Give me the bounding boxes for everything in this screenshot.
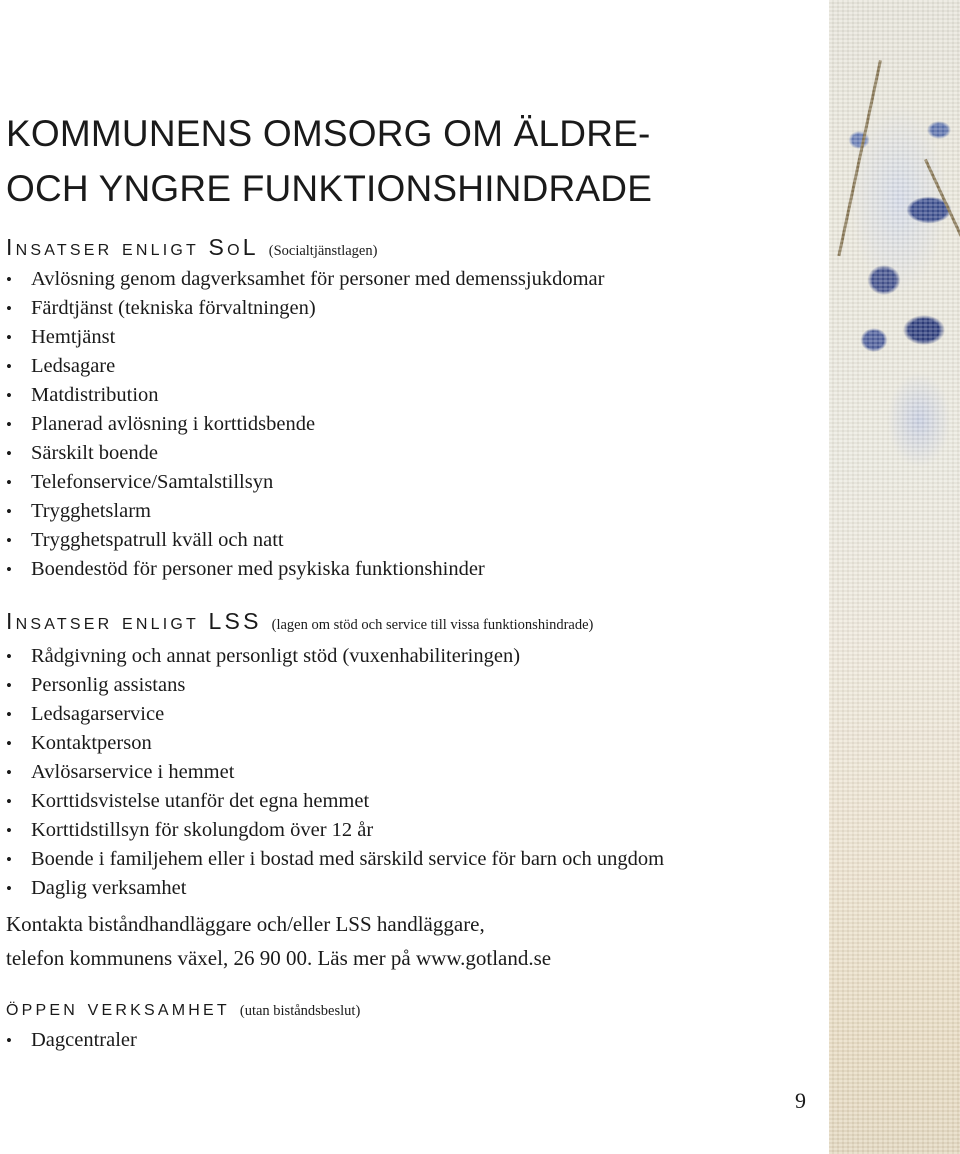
list-item-text: Trygghetspatrull kväll och natt <box>31 529 284 551</box>
list-item-text: Matdistribution <box>31 384 159 406</box>
open-list <box>6 1026 137 1055</box>
sol-heading-text: Insatser enligt SoL <box>6 234 259 260</box>
list-item-text: Rådgivning och annat personligt stöd (vuxenhabiliteringen) <box>31 645 521 667</box>
list-item <box>6 1026 137 1055</box>
list-item <box>6 323 604 352</box>
bullet-icon: • <box>6 705 12 724</box>
list-item-text: Ledsagarservice <box>31 703 165 725</box>
list-item-text: Korttidstillsyn för skolungdom över 12 år <box>31 819 374 841</box>
page-title <box>6 106 652 216</box>
page-number: 9 <box>795 1088 806 1113</box>
contact-line-1: Kontakta biståndhandläggare och/eller LSS handläggare, <box>6 912 485 936</box>
bullet-icon: • <box>6 531 12 550</box>
list-item <box>6 294 604 323</box>
list-item-text: Personlig assistans <box>31 674 186 696</box>
bullet-icon: • <box>6 763 12 782</box>
bullet-icon: • <box>6 850 12 869</box>
list-item <box>6 468 604 497</box>
list-item <box>6 700 664 729</box>
open-heading-note: (utan biståndsbeslut) <box>239 1003 361 1019</box>
list-item <box>6 671 664 700</box>
list-item <box>6 526 604 555</box>
flower-stem <box>837 60 882 256</box>
list-item <box>6 642 664 671</box>
bullet-icon: • <box>6 560 12 579</box>
list-item-text: Korttidsvistelse utanför det egna hemmet <box>31 790 370 812</box>
contact-line-2: telefon kommunens växel, 26 90 00. Läs mer på www.gotland.se <box>6 946 552 970</box>
list-item-text: Särskilt boende <box>31 442 158 464</box>
list-item-text: Dagcentraler <box>31 1029 137 1051</box>
open-heading <box>6 994 360 1021</box>
list-item-text: Daglig verksamhet <box>31 877 187 899</box>
painted-flowers-image <box>829 0 960 1154</box>
bullet-icon: • <box>6 415 12 434</box>
bullet-icon: • <box>6 734 12 753</box>
title-line-1: KOMMUNENS OMSORG OM ÄLDRE- <box>6 113 651 154</box>
list-item <box>6 410 604 439</box>
list-item-text: Ledsagare <box>31 355 116 377</box>
list-item <box>6 265 604 294</box>
list-item-text: Planerad avlösning i korttidsbende <box>31 413 316 435</box>
list-item <box>6 845 664 874</box>
list-item-text: Boende i familjehem eller i bostad med särskild service för barn och ungdom <box>31 848 665 870</box>
list-item-text: Hemtjänst <box>31 326 116 348</box>
list-item <box>6 787 664 816</box>
list-item <box>6 874 664 903</box>
list-item <box>6 497 604 526</box>
bullet-icon: • <box>6 647 12 666</box>
bullet-icon: • <box>6 299 12 318</box>
open-heading-text: öppen verksamhet <box>6 994 230 1020</box>
lss-heading-note: (lagen om stöd och service till vissa funktionshindrade) <box>271 617 594 633</box>
list-item-text: Trygghetslarm <box>31 500 151 522</box>
bullet-icon: • <box>6 444 12 463</box>
list-item-text: Avlösning genom dagverksamhet för personer med demenssjukdomar <box>31 268 605 290</box>
bullet-icon: • <box>6 1031 12 1050</box>
flower-stem <box>924 159 960 269</box>
list-item-text: Boendestöd för personer med psykiska funktionshinder <box>31 558 485 580</box>
list-item-text: Kontaktperson <box>31 732 152 754</box>
bullet-icon: • <box>6 676 12 695</box>
sol-heading <box>6 234 377 261</box>
bullet-icon: • <box>6 502 12 521</box>
lss-list <box>6 642 664 903</box>
list-item <box>6 758 664 787</box>
lss-heading-text: Insatser enligt LSS <box>6 608 262 634</box>
bullet-icon: • <box>6 386 12 405</box>
bullet-icon: • <box>6 821 12 840</box>
sol-list <box>6 265 604 584</box>
bullet-icon: • <box>6 792 12 811</box>
list-item-text: Telefonservice/Samtalstillsyn <box>31 471 274 493</box>
list-item <box>6 729 664 758</box>
bullet-icon: • <box>6 270 12 289</box>
list-item <box>6 816 664 845</box>
list-item <box>6 352 604 381</box>
list-item-text: Färdtjänst (tekniska förvaltningen) <box>31 297 316 319</box>
bullet-icon: • <box>6 473 12 492</box>
list-item <box>6 555 604 584</box>
list-item <box>6 439 604 468</box>
sol-heading-note: (Socialtjänstlagen) <box>268 243 378 259</box>
bullet-icon: • <box>6 357 12 376</box>
list-item <box>6 381 604 410</box>
bullet-icon: • <box>6 879 12 898</box>
list-item-text: Avlösarservice i hemmet <box>31 761 235 783</box>
contact-text <box>6 907 551 975</box>
bullet-icon: • <box>6 328 12 347</box>
lss-heading <box>6 608 593 635</box>
title-line-2: OCH YNGRE FUNKTIONSHINDRADE <box>6 168 653 209</box>
